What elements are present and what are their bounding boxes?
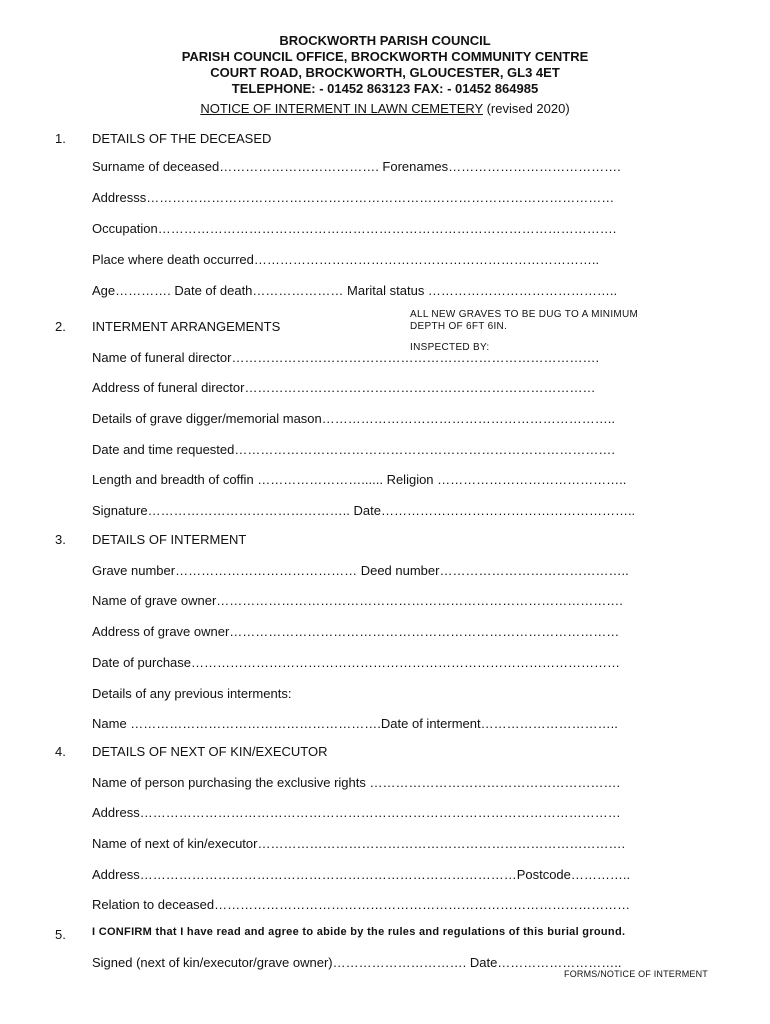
section-number: 2.	[55, 319, 66, 334]
graves-note-line2: DEPTH OF 6FT 6IN.	[410, 321, 508, 332]
date-of-purchase-field[interactable]: Date of purchase………………………………………………………………………………………	[92, 655, 621, 670]
date-time-requested-field[interactable]: Date and time requested…………………………………………………………………………….	[92, 442, 615, 457]
inspected-by-label: INSPECTED BY:	[410, 342, 490, 353]
previous-interments-label: Details of any previous interments:	[92, 686, 292, 701]
purchaser-address-field[interactable]: Address…………………………………………………………………………………………………	[92, 805, 621, 820]
purchaser-name-field[interactable]: Name of person purchasing the exclusive rights ………………………………………………….	[92, 775, 621, 790]
address-field[interactable]: Addresss………………………………………………………………………………………………	[92, 190, 615, 205]
section-title: INTERMENT ARRANGEMENTS	[92, 319, 281, 334]
kin-address-postcode-field[interactable]: Address……………………………………………………………………………Postcode…………..	[92, 867, 631, 882]
grave-owner-address-field[interactable]: Address of grave owner………………………………………………………………………………	[92, 624, 620, 639]
notice-title-text: NOTICE OF INTERMENT IN LAWN CEMETERY	[200, 101, 483, 116]
funeral-director-field[interactable]: Name of funeral director………………………………………………………………………….	[92, 350, 600, 365]
council-address: COURT ROAD, BROCKWORTH, GLOUCESTER, GL3 4ET	[210, 65, 560, 80]
council-office: PARISH COUNCIL OFFICE, BROCKWORTH COMMUNITY CENTRE	[181, 49, 589, 64]
graves-depth-note	[410, 309, 638, 333]
section-title: DETAILS OF THE DECEASED	[92, 131, 272, 146]
section-number: 3.	[55, 532, 66, 547]
relation-field[interactable]: Relation to deceased……………………………………………………………………………………	[92, 897, 631, 912]
age-date-marital-field[interactable]: Age…………. Date of death………………… Marital status ……………………………………..	[92, 283, 618, 298]
occupation-field[interactable]: Occupation…………………………………………………………………………………………….	[92, 221, 617, 236]
notice-title	[0, 101, 770, 116]
surname-field[interactable]: Surname of deceased………………………………. Forenames………………………………….	[92, 159, 621, 174]
form-footer: FORMS/NOTICE OF INTERMENT	[564, 969, 708, 979]
funeral-director-address-field[interactable]: Address of funeral director………………………………………………………………………	[92, 380, 596, 395]
coffin-religion-field[interactable]: Length and breadth of coffin ……………………...... Religion ……………………………………..	[92, 472, 627, 487]
council-telephone: TELEPHONE: - 01452 863123 FAX: - 01452 864985	[231, 81, 539, 96]
graves-note-line1: ALL NEW GRAVES TO BE DUG TO A MINIMUM	[410, 309, 639, 320]
signed-date-field[interactable]: Signed (next of kin/executor/grave owner)…………………………. Date………………………..	[92, 955, 622, 970]
council-name: BROCKWORTH PARISH COUNCIL	[279, 33, 491, 48]
place-of-death-field[interactable]: Place where death occurred……………………………………………………………………..	[92, 252, 600, 267]
notice-revision: (revised 2020)	[482, 101, 570, 116]
grave-owner-field[interactable]: Name of grave owner………………………………………………………………………………….	[92, 593, 623, 608]
previous-interment-name-date-field[interactable]: Name ………………………………………………….Date of interment…………………………..	[92, 716, 618, 731]
confirmation-statement: I CONFIRM that I have read and agree to abide by the rules and regulations of this burial ground.	[92, 926, 626, 938]
section-number: 4.	[55, 744, 66, 759]
section-number: 1.	[55, 131, 66, 146]
section-title: DETAILS OF INTERMENT	[92, 532, 247, 547]
section-title: DETAILS OF NEXT OF KIN/EXECUTOR	[92, 744, 328, 759]
grave-digger-field[interactable]: Details of grave digger/memorial mason…………………………………………………………..	[92, 411, 615, 426]
section-number: 5.	[55, 927, 66, 942]
next-of-kin-field[interactable]: Name of next of kin/executor………………………………………………………………………….	[92, 836, 626, 851]
grave-deed-number-field[interactable]: Grave number…………………………………… Deed number……………………………………..	[92, 563, 629, 578]
signature-date-field[interactable]: Signature……………………………………….. Date…………………………………………………..	[92, 503, 636, 518]
